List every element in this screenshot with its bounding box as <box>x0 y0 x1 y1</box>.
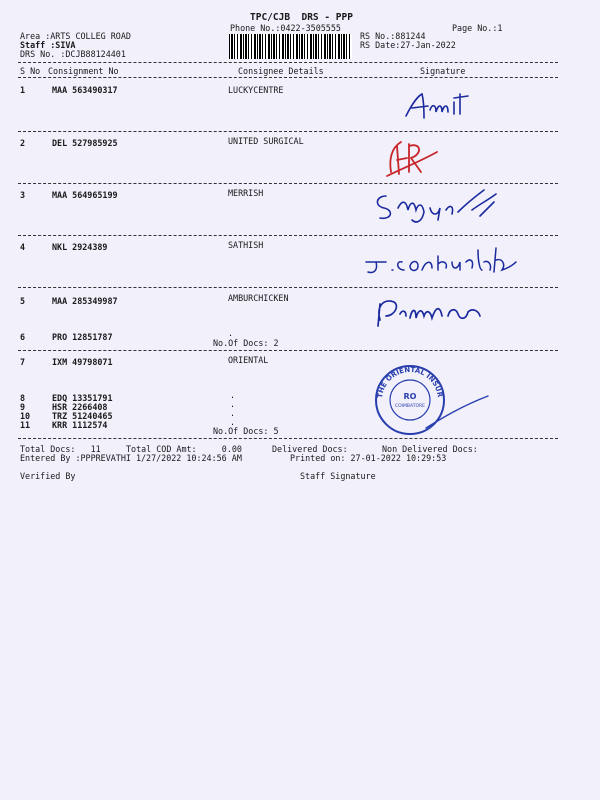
row-sno: 5 <box>20 296 26 306</box>
staff-label: Staff :SIVA <box>20 40 76 50</box>
stamp-sub-text: COIMBATORE <box>395 404 425 409</box>
row-consignee: LUCKYCENTRE <box>228 85 284 95</box>
row-consignment: MAA 285349987 <box>52 296 118 306</box>
col-consignee: Consignee Details <box>238 66 324 76</box>
row-sno: 6 <box>20 332 26 342</box>
col-signature: Signature <box>420 66 466 76</box>
row-sno: 11 <box>20 420 31 430</box>
rs-date: RS Date:27-Jan-2022 <box>360 40 456 50</box>
signature-row-2 <box>385 138 445 180</box>
row-consignee: MERRISH <box>228 188 264 198</box>
row-consignment: IXM 49798071 <box>52 357 113 367</box>
row-consignee: . <box>230 390 236 400</box>
stamp-ring-text: THE ORIENTAL INSURANCE <box>367 356 444 399</box>
page-number: Page No.:1 <box>452 23 503 33</box>
row-consignment: EDQ 13351791 <box>52 393 113 403</box>
group-doc-count: No.Of Docs: 5 <box>213 426 279 436</box>
row-consignment: HSR 2266408 <box>52 402 108 412</box>
non-delivered-docs: Non Delivered Docs: <box>382 444 478 454</box>
divider <box>18 287 558 288</box>
row-sno: 7 <box>20 357 26 367</box>
row-consignee: SATHISH <box>228 240 264 250</box>
row-sno: 3 <box>20 190 26 200</box>
group-doc-count: No.Of Docs: 2 <box>213 338 279 348</box>
delivered-docs: Delivered Docs: <box>272 444 348 454</box>
rs-number: RS No.:881244 <box>360 31 426 41</box>
entered-by: Entered By :PPPREVATHI 1/27/2022 10:24:56 AM <box>20 453 242 463</box>
row-consignee: UNITED SURGICAL <box>228 136 304 146</box>
row-consignee: . <box>230 417 236 427</box>
signature-row-1 <box>400 88 480 124</box>
row-sno: 4 <box>20 242 26 252</box>
row-consignment: KRR 1112574 <box>52 420 108 430</box>
row-consignment: MAA 564965199 <box>52 190 118 200</box>
signature-row-3 <box>372 186 522 226</box>
row-sno: 1 <box>20 85 26 95</box>
printed-on: Printed on: 27-01-2022 10:29:53 <box>290 453 447 463</box>
row-consignee: ORIENTAL <box>228 355 269 365</box>
area-label: Area :ARTS COLLEG ROAD <box>20 31 131 41</box>
verified-by-label: Verified By <box>20 471 76 481</box>
phone-number: Phone No.:0422-3505555 <box>230 23 341 33</box>
row-consignee: . <box>230 399 236 409</box>
divider <box>18 131 558 132</box>
row-consignment: NKL 2924389 <box>52 242 108 252</box>
total-cod-amount: Total COD Amt: 0.00 <box>126 444 242 454</box>
stamp-center-text: RO <box>403 392 417 401</box>
col-sno: S No <box>20 66 41 76</box>
staff-signature-label: Staff Signature <box>300 471 376 481</box>
signature-row-4 <box>362 240 522 280</box>
barcode <box>229 34 352 59</box>
company-stamp <box>367 356 500 440</box>
row-consignment: TRZ 51240465 <box>52 411 113 421</box>
row-consignment: MAA 563490317 <box>52 85 118 95</box>
signature-row-5 <box>370 290 500 330</box>
row-sno: 9 <box>20 402 26 412</box>
divider <box>18 235 558 236</box>
divider <box>18 77 558 78</box>
divider <box>18 183 558 184</box>
row-consignment: DEL 527985925 <box>52 138 118 148</box>
row-consignee: . <box>230 408 236 418</box>
divider <box>18 350 558 351</box>
row-consignee: AMBURCHICKEN <box>228 293 289 303</box>
drs-number: DRS No. :DCJB88124401 <box>20 49 126 59</box>
divider <box>18 62 558 63</box>
col-consignment: Consignment No <box>48 66 119 76</box>
row-sno: 10 <box>20 411 31 421</box>
row-sno: 2 <box>20 138 26 148</box>
row-consignment: PRO 12851787 <box>52 332 113 342</box>
total-docs: Total Docs: 11 <box>20 444 101 454</box>
row-sno: 8 <box>20 393 26 403</box>
row-consignee: . <box>228 328 234 338</box>
document-title: TPC/CJB DRS - PPP <box>250 12 353 23</box>
